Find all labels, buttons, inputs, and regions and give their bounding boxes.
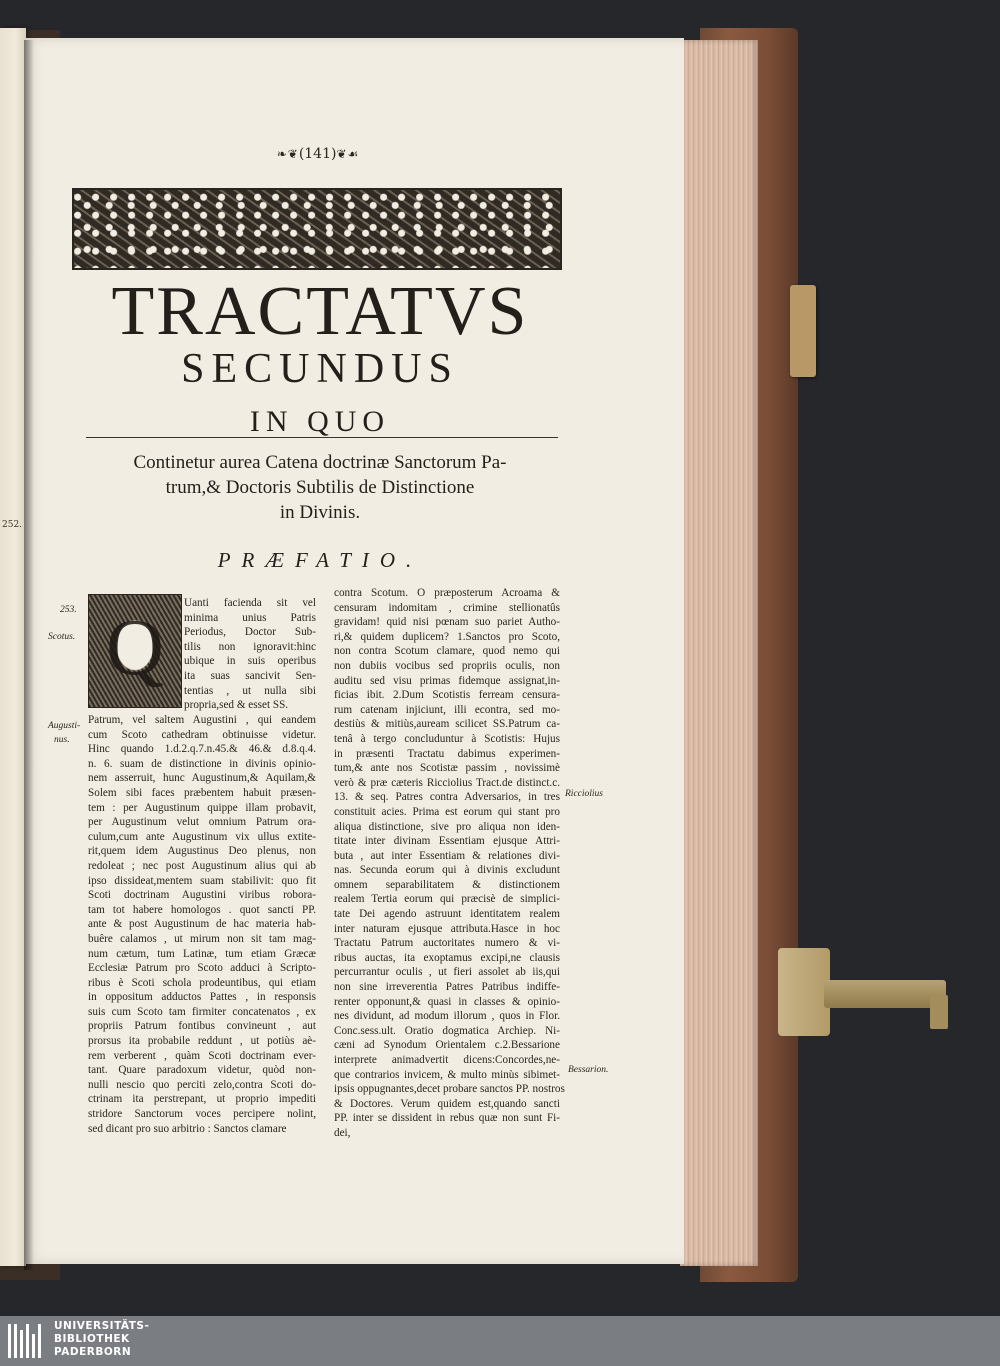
text-line: tem : per Augustinum quippe illam probavit, xyxy=(88,801,316,814)
title-line-1: TRACTATVS xyxy=(111,273,529,350)
text-line: cæni ad Synodum Orientalem c.2.Bessarione xyxy=(334,1039,560,1052)
title-line-3: IN QUO xyxy=(249,405,391,438)
text-line: que contrarios invicem, & multo minùs sibimet- xyxy=(334,1068,560,1081)
text-line: tenâ à tergo concluduntur à Scotistis: Hujus xyxy=(334,732,560,745)
library-name xyxy=(54,1320,149,1359)
text-line: ficias ibit. 2.Dum Scotistis ferream censura- xyxy=(334,689,560,702)
text-line: ribus auctas, ita exoptamus excipi,ne clausis xyxy=(334,951,560,964)
text-line: Solem sibi faces præbentem habuit præsen- xyxy=(88,786,316,799)
page-number: ❧❦(141)❦☙ xyxy=(276,146,360,162)
text-line: propria,sed & esset SS. xyxy=(184,699,289,712)
text-line: nulli nescio quo perciti zelo,contra Scoti do- xyxy=(88,1078,316,1091)
text-line: interprete animadvertit dicens:Concordes,ne- xyxy=(334,1054,560,1066)
text-line: in præsenti Tractatu dabimus experimen- xyxy=(334,747,560,760)
text-line: PP. inter se dissident in rebus quæ non sunt Fi- xyxy=(334,1112,560,1125)
bookmark-tab xyxy=(790,285,816,377)
text-line: non dubiis vocibus sed propriis oculis, non xyxy=(334,659,560,672)
text-line: rit,quem idem Augustinus Deo plenus, non xyxy=(88,845,316,858)
text-line: realem Tertia eorum qui præcisè de simplici- xyxy=(334,893,560,906)
title-line-2: SECUNDUS xyxy=(181,346,459,392)
text-line: rem verberent , quàm Scoti doctrinam ever- xyxy=(88,1049,316,1062)
text-line: Uanti facienda sit vel xyxy=(184,597,316,609)
text-line: omnem separabilitatem & distinctionem xyxy=(334,878,560,891)
margin-note: Bessarion. xyxy=(568,1065,609,1075)
ornament-icon: ❦☙ xyxy=(336,147,360,161)
text-line: verò & præ cæteris Ricciolius Tract.de distinct.c. xyxy=(334,776,560,789)
text-line: aliqua distinctione, sive pro aliqua non iden- xyxy=(334,820,560,833)
left-column-initial-block xyxy=(184,596,316,713)
divider-rule xyxy=(86,437,558,438)
text-line: 13. & seq. Patres contra Adversarios, in tres xyxy=(334,791,560,804)
left-page-sliver xyxy=(0,28,26,1266)
text-line: nas. Secunda eorum qui à divinis excludunt xyxy=(334,864,560,877)
text-line: ita suas sancivit Sen- xyxy=(184,669,316,682)
text-line: ubique in suis operibus xyxy=(184,655,316,668)
text-line: Patrum, vel saltem Augustini , qui eandem xyxy=(88,714,316,726)
text-line: non contra Scotum clamare, quod nemo qui xyxy=(334,645,560,658)
left-page-number: 252. xyxy=(2,520,23,530)
decorative-headpiece xyxy=(72,188,562,270)
spine-shadow xyxy=(24,40,34,1270)
text-line: renter opponunt,& quasi in classes & opinio- xyxy=(334,995,560,1008)
text-line: auditu sed visu primas fidemque assignat,in- xyxy=(334,674,560,687)
text-line: tant. Quare paradoxum videtur, quòd non- xyxy=(88,1064,316,1077)
library-name-line: UNIVERSITÄTS- xyxy=(54,1320,150,1332)
text-line: stridore Sanctorum voces percipere nolint, xyxy=(88,1108,316,1121)
initial-letter: Q xyxy=(106,604,164,692)
text-line: nes dividunt, ad modum illorum , quos in Flor. xyxy=(334,1010,560,1023)
text-line: inter naturam ejusque attributa.Hasce in hoc xyxy=(334,922,560,935)
library-name-line: PADERBORN xyxy=(54,1346,132,1358)
text-line: percurrantur oculis , ut fieri assolet ab iis,qui xyxy=(334,966,560,979)
text-line: constituit acies. Prima est eorum qui stant pro xyxy=(334,805,560,818)
text-line: tate Dei agendo astruunt identitatem realem xyxy=(334,908,560,921)
text-line: ipso dissideat,mentem suam stabilivit: quo fit xyxy=(88,874,316,887)
text-line: tum,& ante nos Scotistæ passim , novissimè xyxy=(334,762,560,775)
subtitle-line: trum,& Doctoris Subtilis de Distinctione xyxy=(165,477,475,498)
text-line: prorsus ita probabile reddunt , ut potiùs aè- xyxy=(88,1035,316,1048)
clasp-plate xyxy=(778,948,830,1036)
text-line: redoleat ; nec post Augustinum alius qui ab xyxy=(88,859,316,872)
margin-note: Ricciolius xyxy=(565,789,603,799)
library-footer xyxy=(0,1316,1000,1366)
text-line: Scoti doctrinam Augustini viribus robora- xyxy=(88,889,316,902)
text-line: propriis Patrum fontibus convineunt , aut xyxy=(88,1020,316,1033)
text-line: destiùs & mitiùs,auream scilicet SS.Patrum ca- xyxy=(334,718,560,731)
clasp-bar xyxy=(824,980,946,1008)
text-line: tentias , ut nulla sibi xyxy=(184,684,316,697)
text-line: ribus è Scoti schola prodeuntibus, qui etiam xyxy=(88,976,316,989)
margin-note: Scotus. xyxy=(48,632,76,642)
ornament-icon: ❧❦ xyxy=(276,147,299,161)
text-line: per Augustinum velut omnium Patrum ora- xyxy=(88,816,316,829)
text-line: Tractatu Patrum auctoritates numero & vi- xyxy=(334,937,560,950)
text-line: ctrinam ita perstrepant, ut proprio impediti xyxy=(88,1093,316,1106)
text-line: titate inter divinam Essentiam ejusque Attri- xyxy=(334,835,560,848)
text-line: tam tot habere homologos . quot sancti PP. xyxy=(88,903,316,916)
page-edges xyxy=(680,40,758,1266)
text-line: dei, xyxy=(334,1126,351,1139)
text-line: Hinc quando 1.d.2.q.7.n.45.& 46.& d.8.q.4. xyxy=(88,743,316,756)
right-column xyxy=(334,586,565,1141)
library-name-line: BIBLIOTHEK xyxy=(54,1333,130,1345)
text-line: nem asserruit, hunc Augustinum,& Aquilam,& xyxy=(88,772,316,785)
text-line: minima unius Patris xyxy=(184,611,316,624)
text-line: ri,& quidem duplicem? 1.Sanctos pro Scoto, xyxy=(334,630,560,643)
text-line: tilis non ignoravit:hinc xyxy=(184,640,316,653)
text-line: rum catenam injiciunt, illi econtra, sed mo- xyxy=(334,703,560,716)
text-line: Periodus, Doctor Sub- xyxy=(184,626,316,639)
text-line: ipsis oppugnantes,decet probare sanctos PP. nostros xyxy=(334,1083,565,1096)
section-heading: PRÆFATIO. xyxy=(217,548,423,572)
text-line: buta , aut inter Essentiam & relationes divi- xyxy=(334,849,560,862)
margin-note: nus. xyxy=(54,735,70,745)
text-line: suis cum Scoto tam firmiter concatenatos , ex xyxy=(88,1005,316,1018)
text-line: Ecclesiæ Patrum pro Scoto adduci à Scripto- xyxy=(88,962,316,975)
text-line: Conc.sess.ult. Oratio dogmatica Archiep. Ni- xyxy=(334,1024,560,1037)
text-line: & Doctores. Verum quidem est,quando sancti xyxy=(334,1097,560,1110)
text-line: culum,cum ante Augustinum vix ullus extite- xyxy=(88,830,316,843)
text-line: ante & post Augustinum de hac materia hab- xyxy=(88,918,316,931)
text-line: in oppositum adductos Pattes , in responsis xyxy=(88,991,316,1004)
subtitle-line: in Divinis. xyxy=(279,502,361,523)
margin-note: Augusti- xyxy=(48,721,81,731)
margin-note: 253. xyxy=(60,605,77,615)
text-line: num cætum, tum Latinæ, tum etiam Græcæ xyxy=(88,947,316,960)
text-line: buêre calamos , ut mirum non sit tam mag- xyxy=(88,932,316,945)
clasp-end xyxy=(930,995,948,1029)
left-column xyxy=(88,713,316,1136)
subtitle-line: Continetur aurea Catena doctrinæ Sanctorum Pa- xyxy=(133,452,507,473)
text-line: sed dicant pro suo arbitrio : Sanctos clamare xyxy=(88,1122,287,1135)
text-line: n. 6. suam de distinctione in divinis opinio- xyxy=(88,757,316,770)
text-line: cum Scoto cathedram obtinuisse videtur. xyxy=(88,728,316,741)
subtitle xyxy=(70,450,570,525)
text-line: censuram indomitam , crimine stellionatûs xyxy=(334,601,560,614)
text-line: contra Scotum. O præposterum Acroama & xyxy=(334,587,560,599)
text-line: non sine irreverentia Patres Patribus indiffe- xyxy=(334,981,560,994)
text-line: gravidam! quid nisi pœnam suo pariet Autho- xyxy=(334,616,560,629)
decorated-initial xyxy=(88,594,182,708)
library-logo-icon xyxy=(6,1320,44,1362)
